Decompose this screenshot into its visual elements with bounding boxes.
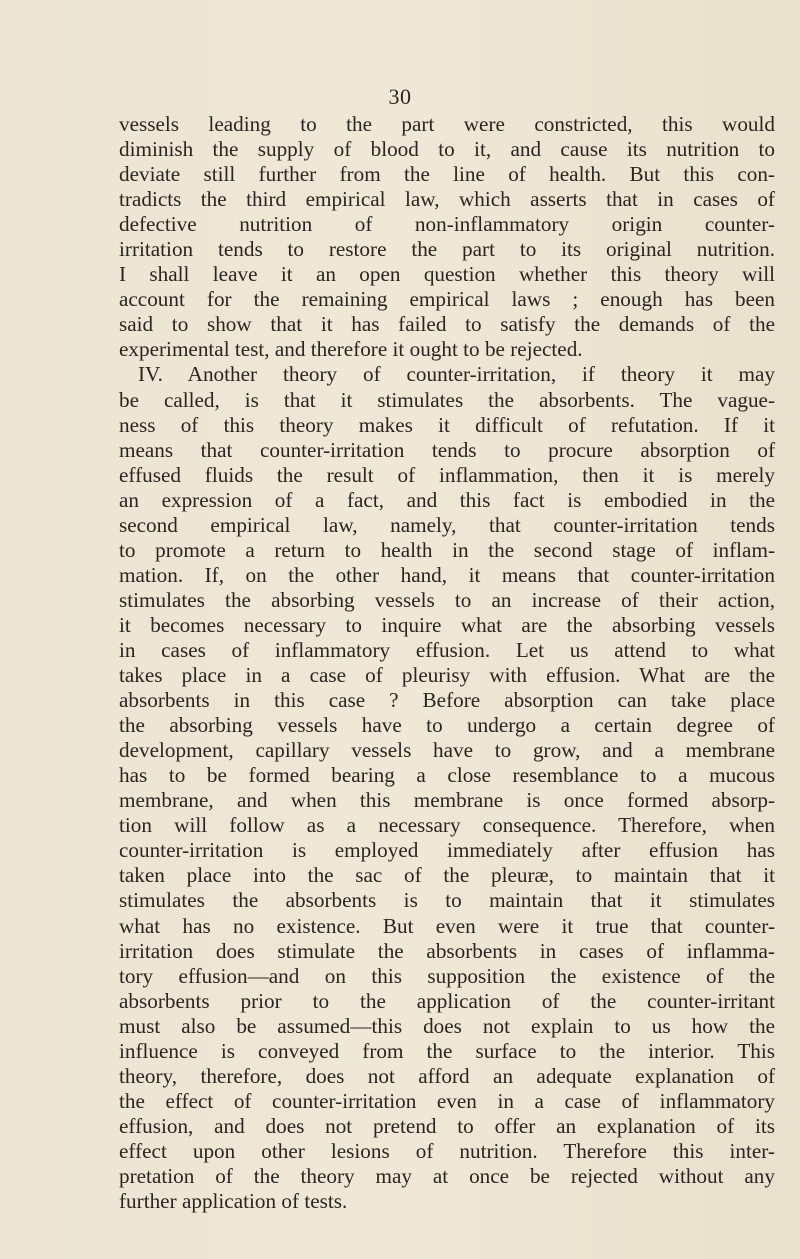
text-line: irritation tends to restore the part to its original nutrition.: [119, 237, 775, 262]
text-line: theory, therefore, does not afford an adequate explanation of: [119, 1063, 775, 1088]
text-line: the effect of counter-irritation even in a case of inflammatory: [119, 1088, 775, 1113]
text-line: pretation of the theory may at once be rejected without any: [119, 1163, 775, 1188]
text-line: development, capillary vessels have to grow, and a membrane: [119, 738, 775, 763]
text-line: stimulates the absorbents is to maintain that it stimulates: [119, 888, 775, 913]
body-text: [119, 112, 775, 1214]
text-line: experimental test, and therefore it ought to be rejected.: [119, 337, 583, 362]
text-line: account for the remaining empirical laws ; enough has been: [119, 287, 775, 312]
text-line: effused fluids the result of inflammation, then it is merely: [119, 462, 775, 487]
text-line: what has no existence. But even were it true that counter-: [119, 913, 775, 938]
text-line: vessels leading to the part were constricted, this would: [119, 112, 775, 136]
text-line: deviate still further from the line of health. But this con-: [119, 162, 775, 187]
text-line: further application of tests.: [119, 1189, 348, 1214]
text-line: membrane, and when this membrane is once formed absorp-: [119, 788, 775, 813]
text-line: said to show that it has failed to satisfy the demands of the: [119, 312, 775, 337]
text-line: absorbents in this case ? Before absorption can take place: [119, 688, 775, 713]
text-line: irritation does stimulate the absorbents in cases of inflamma-: [119, 938, 775, 963]
text-line: takes place in a case of pleurisy with effusion. What are the: [119, 663, 775, 688]
text-line: effusion, and does not pretend to offer an explanation of its: [119, 1113, 775, 1138]
text-line: has to be formed bearing a close resemblance to a mucous: [119, 763, 775, 788]
text-line: must also be assumed—this does not explain to us how the: [119, 1013, 775, 1038]
page-number: 30: [388, 84, 412, 109]
text-line: ness of this theory makes it difficult of refutation. If it: [119, 412, 775, 437]
text-line: it becomes necessary to inquire what are the absorbing vessels: [119, 612, 775, 637]
text-line: influence is conveyed from the surface to the interior. This: [119, 1038, 775, 1063]
text-line: counter-irritation is employed immediately after effusion has: [119, 838, 775, 863]
paragraph-start-line: IV. Another theory of counter-irritation, if theory it may: [138, 362, 775, 387]
text-line: mation. If, on the other hand, it means that counter-irritation: [119, 562, 775, 587]
text-line: in cases of inflammatory effusion. Let us attend to what: [119, 637, 775, 662]
text-line: taken place into the sac of the pleuræ, to maintain that it: [119, 863, 775, 888]
text-line: an expression of a fact, and this fact is embodied in the: [119, 487, 775, 512]
text-line: to promote a return to health in the second stage of inflam-: [119, 537, 775, 562]
text-line: be called, is that it stimulates the absorbents. The vague-: [119, 387, 775, 412]
text-line: means that counter-irritation tends to procure absorption of: [119, 437, 775, 462]
text-line: absorbents prior to the application of the counter-irritant: [119, 988, 775, 1013]
text-line: effect upon other lesions of nutrition. Therefore this inter-: [119, 1138, 775, 1163]
text-line: I shall leave it an open question whether this theory will: [119, 262, 775, 287]
text-line: stimulates the absorbing vessels to an increase of their action,: [119, 587, 775, 612]
text-line: diminish the supply of blood to it, and cause its nutrition to: [119, 137, 775, 162]
text-line: tory effusion—and on this supposition the existence of the: [119, 963, 775, 988]
text-line: tion will follow as a necessary consequence. Therefore, when: [119, 813, 775, 838]
text-line: defective nutrition of non-inflammatory origin counter-: [119, 212, 775, 237]
text-line: tradicts the third empirical law, which asserts that in cases of: [119, 187, 775, 212]
text-line: the absorbing vessels have to undergo a certain degree of: [119, 713, 775, 738]
text-line: second empirical law, namely, that counter-irritation tends: [119, 512, 775, 537]
